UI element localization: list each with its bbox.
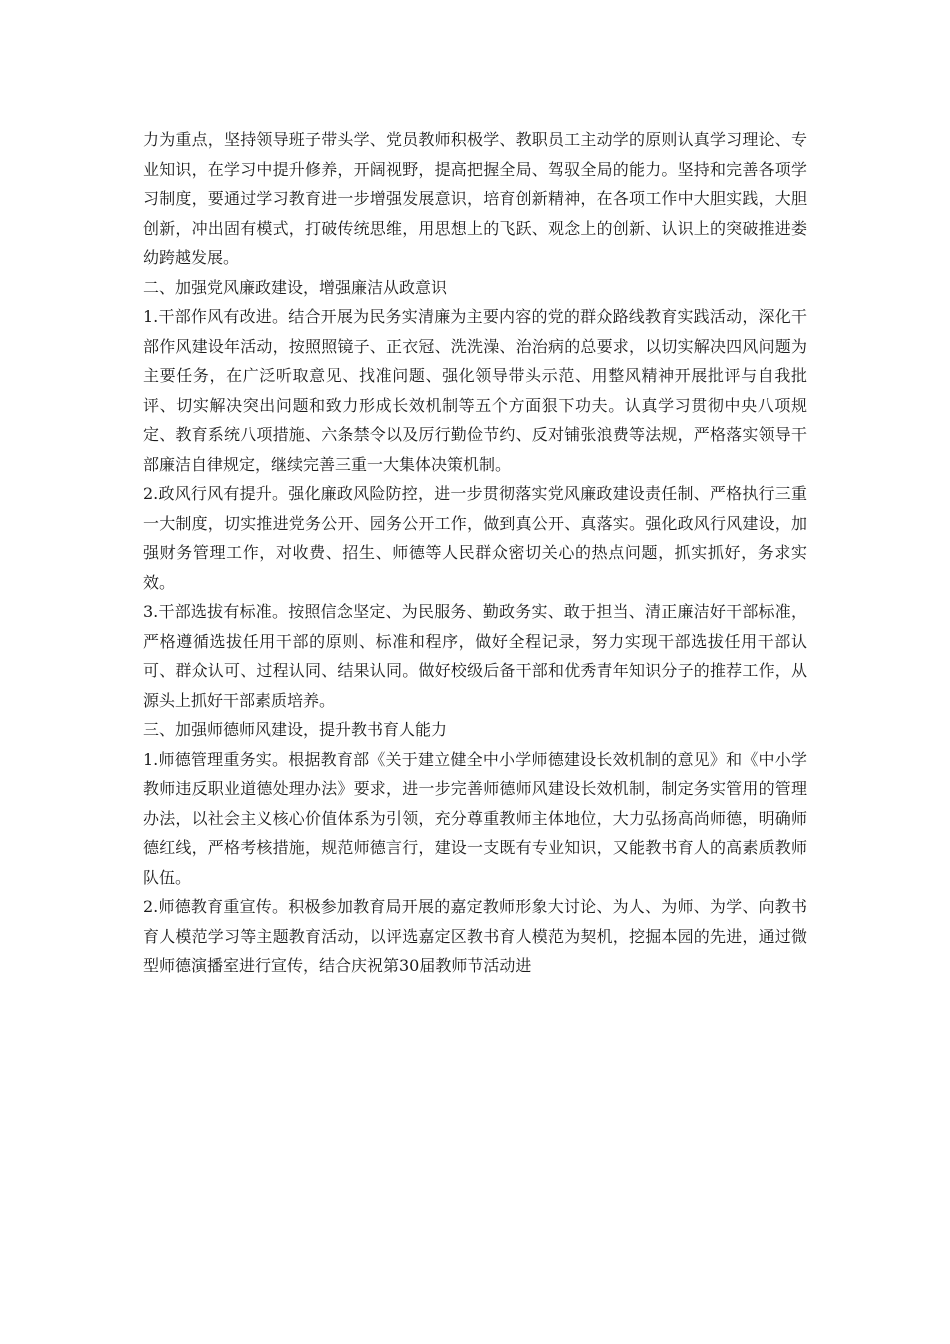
paragraph-government-style: 2.政风行风有提升。强化廉政风险防控，进一步贯彻落实党风廉政建设责任制、严格执行三重一大制度，切实推进党务公开、园务公开工作，做到真公开、真落实。强化政风行风建设，加强财务管理工作，对收费、招生、师德等人民群众密切关心的热点问题，抓实抓好，务求实效。 [143, 484, 807, 592]
paragraph-cadre-selection: 3.干部选拔有标准。按照信念坚定、为民服务、勤政务实、敢于担当、清正廉洁好干部标准，严格遵循选拔任用干部的原则、标准和程序，做好全程记录，努力实现干部选拔任用干部认可、群众认可、过程认同、结果认同。做好校级后备干部和优秀青年知识分子的推荐工作，从源头上抓好干部素质培养。 [143, 602, 807, 710]
paragraph-study-continuation: 力为重点，坚持领导班子带头学、党员教师积极学、教职员工主动学的原则认真学习理论、专业知识，在学习中提升修养，开阔视野，提高把握全局、驾驭全局的能力。坚持和完善各项学习制度，要通过学习教育进一步增强发展意识，培育创新精神，在各项工作中大胆实践，大胆创新，冲出固有模式，打破传统思维，用思想上的飞跃、观念上的创新、认识上的突破推进娄幼跨越发展。 [143, 130, 807, 267]
heading-section-two: 二、加强党风廉政建设，增强廉洁从政意识 [143, 277, 448, 297]
paragraph-ethics-management: 1.师德管理重务实。根据教育部《关于建立健全中小学师德建设长效机制的意见》和《中小学教师违反职业道德处理办法》要求，进一步完善师德师风建设长效机制，制定务实管用的管理办法，以社会主义核心价值体系为引领，充分尊重教师主体地位，大力弘扬高尚师德，明确师德红线，严格考核措施，规范师德言行，建设一支既有专业知识，又能教书育人的高素质教师队伍。 [143, 749, 807, 887]
heading-section-three: 三、加强师德师风建设，提升教书育人能力 [143, 720, 448, 739]
paragraph-cadre-style: 1.干部作风有改进。结合开展为民务实清廉为主要内容的党的群众路线教育实践活动，深化干部作风建设年活动，按照照镜子、正衣冠、洗洗澡、治治病的总要求，以切实解决四风问题为主要任务，在广泛听取意见、找准问题、强化领导带头示范、用整风精神开展批评与自我批评、切实解决突出问题和致力形成长效机制等五个方面狠下功夫。认真学习贯彻中央八项规定、教育系统八项措施、六条禁令以及厉行勤俭节约、反对铺张浪费等法规，严格落实领导干部廉洁自律规定，继续完善三重一大集体决策机制。 [143, 307, 807, 474]
paragraph-ethics-education: 2.师德教育重宣传。积极参加教育局开展的嘉定教师形象大讨论、为人、为师、为学、向教书育人模范学习等主题教育活动，以评选嘉定区教书育人模范为契机，挖掘本园的先进，通过微型师德演播室进行宣传，结合庆祝第30届教师节活动进 [143, 897, 807, 975]
document-page [143, 125, 807, 981]
